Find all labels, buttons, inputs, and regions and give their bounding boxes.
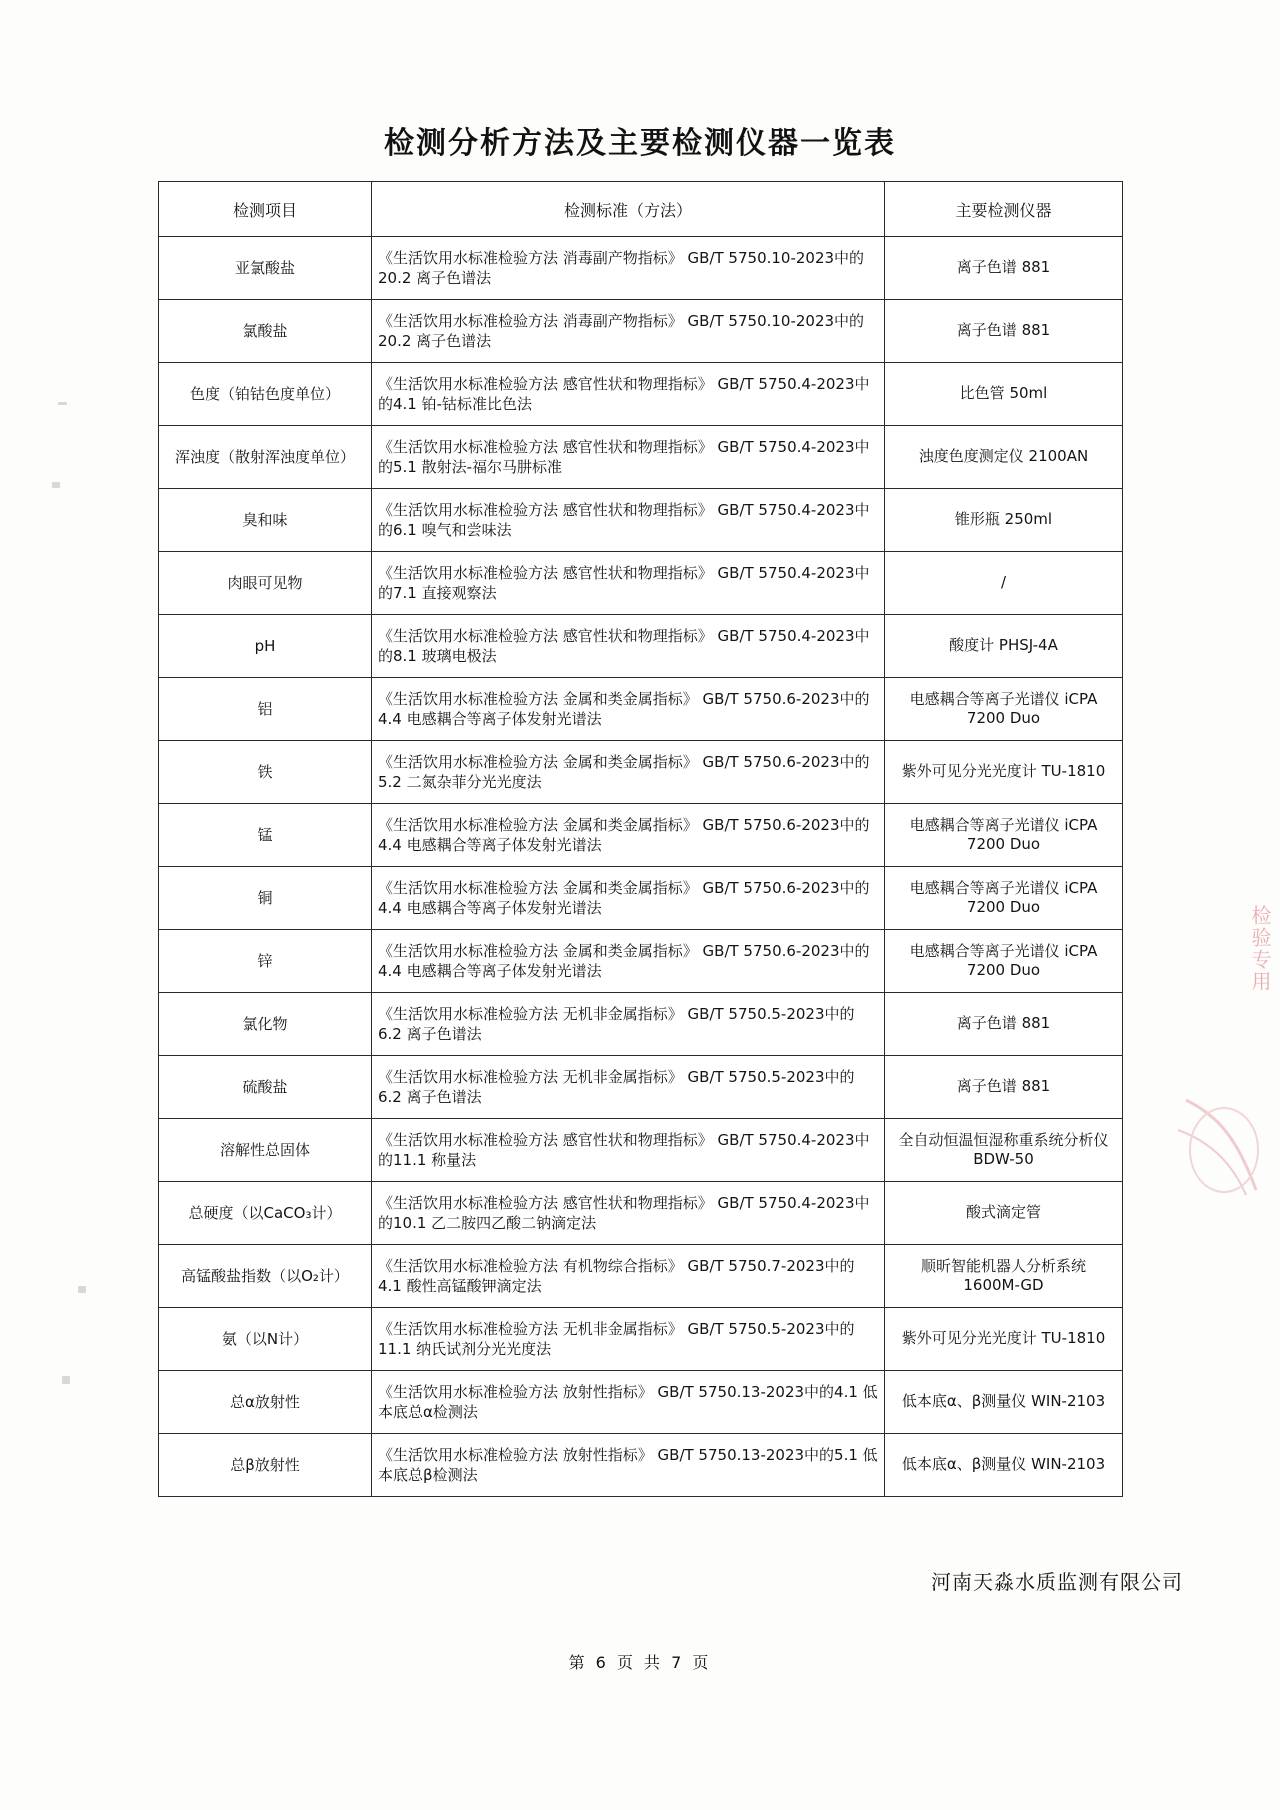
cell-method: 《生活饮用水标准检验方法 消毒副产物指标》 GB/T 5750.10-2023中的20.2 离子色谱法 bbox=[372, 237, 885, 300]
table-row bbox=[159, 678, 1123, 741]
cell-item: 溶解性总固体 bbox=[159, 1119, 372, 1182]
cell-method: 《生活饮用水标准检验方法 感官性状和物理指标》 GB/T 5750.4-2023中的7.1 直接观察法 bbox=[372, 552, 885, 615]
cell-instrument: 锥形瓶 250ml bbox=[885, 489, 1123, 552]
table-row bbox=[159, 993, 1123, 1056]
table-row bbox=[159, 363, 1123, 426]
cell-method: 《生活饮用水标准检验方法 金属和类金属指标》 GB/T 5750.6-2023中的4.4 电感耦合等离子体发射光谱法 bbox=[372, 930, 885, 993]
cell-instrument: 离子色谱 881 bbox=[885, 300, 1123, 363]
table-row bbox=[159, 426, 1123, 489]
cell-item: 铁 bbox=[159, 741, 372, 804]
cell-instrument: 离子色谱 881 bbox=[885, 993, 1123, 1056]
scan-artifact bbox=[62, 1376, 70, 1384]
cell-method: 《生活饮用水标准检验方法 金属和类金属指标》 GB/T 5750.6-2023中的4.4 电感耦合等离子体发射光谱法 bbox=[372, 867, 885, 930]
cell-instrument: 电感耦合等离子光谱仪 iCPA 7200 Duo bbox=[885, 867, 1123, 930]
cell-method: 《生活饮用水标准检验方法 感官性状和物理指标》 GB/T 5750.4-2023中的10.1 乙二胺四乙酸二钠滴定法 bbox=[372, 1182, 885, 1245]
cell-method: 《生活饮用水标准检验方法 感官性状和物理指标》 GB/T 5750.4-2023中的11.1 称量法 bbox=[372, 1119, 885, 1182]
cell-item: 总α放射性 bbox=[159, 1371, 372, 1434]
table-row bbox=[159, 1119, 1123, 1182]
table-row bbox=[159, 615, 1123, 678]
table-row bbox=[159, 237, 1123, 300]
cell-method: 《生活饮用水标准检验方法 无机非金属指标》 GB/T 5750.5-2023中的11.1 纳氏试剂分光光度法 bbox=[372, 1308, 885, 1371]
cell-item: 总硬度（以CaCO₃计） bbox=[159, 1182, 372, 1245]
cell-item: 氯酸盐 bbox=[159, 300, 372, 363]
table-row bbox=[159, 1308, 1123, 1371]
page-footer: 第 6 页 共 7 页 bbox=[568, 1653, 712, 1672]
cell-method: 《生活饮用水标准检验方法 金属和类金属指标》 GB/T 5750.6-2023中的4.4 电感耦合等离子体发射光谱法 bbox=[372, 804, 885, 867]
cell-item: 锰 bbox=[159, 804, 372, 867]
cell-instrument: / bbox=[885, 552, 1123, 615]
red-seal-artifact bbox=[1176, 1090, 1266, 1200]
cell-item: 铜 bbox=[159, 867, 372, 930]
table-row bbox=[159, 1056, 1123, 1119]
table-body bbox=[159, 237, 1123, 1497]
cell-item: 肉眼可见物 bbox=[159, 552, 372, 615]
cell-instrument: 离子色谱 881 bbox=[885, 237, 1123, 300]
cell-item: 浑浊度（散射浑浊度单位） bbox=[159, 426, 372, 489]
cell-instrument: 紫外可见分光光度计 TU-1810 bbox=[885, 1308, 1123, 1371]
table-row bbox=[159, 867, 1123, 930]
table-row bbox=[159, 930, 1123, 993]
column-header-item: 检测项目 bbox=[159, 182, 372, 237]
scan-artifact bbox=[52, 482, 60, 488]
cell-method: 《生活饮用水标准检验方法 无机非金属指标》 GB/T 5750.5-2023中的6.2 离子色谱法 bbox=[372, 993, 885, 1056]
cell-instrument: 全自动恒温恒湿称重系统分析仪 BDW-50 bbox=[885, 1119, 1123, 1182]
cell-method: 《生活饮用水标准检验方法 放射性指标》 GB/T 5750.13-2023中的4.1 低本底总α检测法 bbox=[372, 1371, 885, 1434]
cell-item: 氯化物 bbox=[159, 993, 372, 1056]
cell-method: 《生活饮用水标准检验方法 无机非金属指标》 GB/T 5750.5-2023中的6.2 离子色谱法 bbox=[372, 1056, 885, 1119]
cell-instrument: 酸式滴定管 bbox=[885, 1182, 1123, 1245]
methods-instruments-table bbox=[158, 181, 1123, 1497]
table-row bbox=[159, 552, 1123, 615]
cell-item: 锌 bbox=[159, 930, 372, 993]
cell-method: 《生活饮用水标准检验方法 感官性状和物理指标》 GB/T 5750.4-2023中的5.1 散射法-福尔马肼标准 bbox=[372, 426, 885, 489]
cell-item: 臭和味 bbox=[159, 489, 372, 552]
table-header-row bbox=[159, 182, 1123, 237]
cell-instrument: 顺昕智能机器人分析系统 1600M-GD bbox=[885, 1245, 1123, 1308]
cell-item: pH bbox=[159, 615, 372, 678]
column-header-method: 检测标准（方法） bbox=[372, 182, 885, 237]
column-header-instrument: 主要检测仪器 bbox=[885, 182, 1123, 237]
table-row bbox=[159, 1371, 1123, 1434]
cell-method: 《生活饮用水标准检验方法 金属和类金属指标》 GB/T 5750.6-2023中的5.2 二氮杂菲分光光度法 bbox=[372, 741, 885, 804]
cell-item: 铝 bbox=[159, 678, 372, 741]
table-row bbox=[159, 741, 1123, 804]
cell-method: 《生活饮用水标准检验方法 有机物综合指标》 GB/T 5750.7-2023中的4.1 酸性高锰酸钾滴定法 bbox=[372, 1245, 885, 1308]
cell-instrument: 电感耦合等离子光谱仪 iCPA 7200 Duo bbox=[885, 678, 1123, 741]
cell-method: 《生活饮用水标准检验方法 感官性状和物理指标》 GB/T 5750.4-2023中的4.1 铂-钴标准比色法 bbox=[372, 363, 885, 426]
cell-method: 《生活饮用水标准检验方法 金属和类金属指标》 GB/T 5750.6-2023中的4.4 电感耦合等离子体发射光谱法 bbox=[372, 678, 885, 741]
table-row bbox=[159, 489, 1123, 552]
cell-item: 氨（以N计） bbox=[159, 1308, 372, 1371]
cell-instrument: 低本底α、β测量仪 WIN-2103 bbox=[885, 1371, 1123, 1434]
cell-instrument: 电感耦合等离子光谱仪 iCPA 7200 Duo bbox=[885, 804, 1123, 867]
cell-method: 《生活饮用水标准检验方法 放射性指标》 GB/T 5750.13-2023中的5.1 低本底总β检测法 bbox=[372, 1434, 885, 1497]
cell-instrument: 低本底α、β测量仪 WIN-2103 bbox=[885, 1434, 1123, 1497]
cell-item: 硫酸盐 bbox=[159, 1056, 372, 1119]
cell-item: 高锰酸盐指数（以O₂计） bbox=[159, 1245, 372, 1308]
cell-instrument: 离子色谱 881 bbox=[885, 1056, 1123, 1119]
cell-item: 色度（铂钴色度单位） bbox=[159, 363, 372, 426]
cell-instrument: 比色管 50ml bbox=[885, 363, 1123, 426]
table-row bbox=[159, 804, 1123, 867]
cell-item: 总β放射性 bbox=[159, 1434, 372, 1497]
cell-instrument: 电感耦合等离子光谱仪 iCPA 7200 Duo bbox=[885, 930, 1123, 993]
table-row bbox=[159, 1182, 1123, 1245]
table-row bbox=[159, 300, 1123, 363]
scan-artifact bbox=[78, 1286, 86, 1293]
scan-artifact bbox=[58, 402, 67, 405]
cell-item: 亚氯酸盐 bbox=[159, 237, 372, 300]
cell-instrument: 酸度计 PHSJ-4A bbox=[885, 615, 1123, 678]
company-name: 河南天淼水质监测有限公司 bbox=[931, 1570, 1183, 1594]
page-title: 检测分析方法及主要检测仪器一览表 bbox=[384, 126, 896, 161]
table-row bbox=[159, 1434, 1123, 1497]
cell-instrument: 浊度色度测定仪 2100AN bbox=[885, 426, 1123, 489]
table-row bbox=[159, 1245, 1123, 1308]
cell-instrument: 紫外可见分光光度计 TU-1810 bbox=[885, 741, 1123, 804]
cell-method: 《生活饮用水标准检验方法 消毒副产物指标》 GB/T 5750.10-2023中的20.2 离子色谱法 bbox=[372, 300, 885, 363]
cell-method: 《生活饮用水标准检验方法 感官性状和物理指标》 GB/T 5750.4-2023中的8.1 玻璃电极法 bbox=[372, 615, 885, 678]
cell-method: 《生活饮用水标准检验方法 感官性状和物理指标》 GB/T 5750.4-2023中的6.1 嗅气和尝味法 bbox=[372, 489, 885, 552]
red-seal-mark: 检验专用 bbox=[1248, 905, 1272, 993]
